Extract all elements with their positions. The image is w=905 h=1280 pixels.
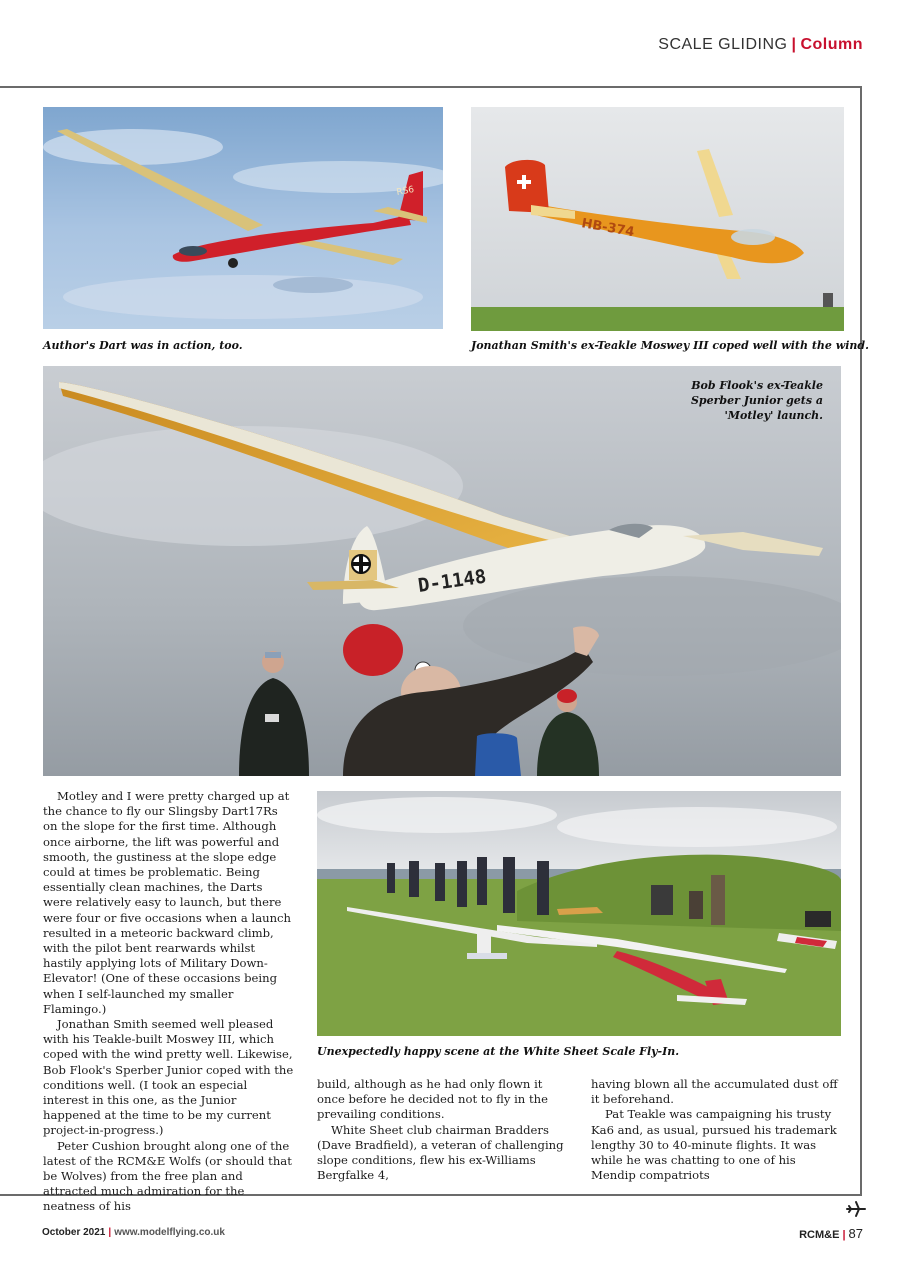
footer-divider: | bbox=[108, 1227, 112, 1238]
airplane-icon bbox=[846, 1200, 866, 1218]
article-column-2 bbox=[317, 1077, 573, 1183]
article-paragraph: White Sheet club chairman Bradders (Dave Bradfield), a veteran of challenging slope conditions, flew his ex-Williams Bergfalke 4, bbox=[317, 1122, 564, 1183]
sperber-registration: D-1148 bbox=[416, 565, 488, 597]
footer-left bbox=[42, 1227, 225, 1238]
article-paragraph: Pat Teakle was campaigning his trusty Ka6 and, as usual, pursued his trademark lengthy 30 to 40-minute flights. It was while he was chatting to one of his Mendip compatriots bbox=[591, 1107, 837, 1183]
article-paragraph: Peter Cushion brought along one of the latest of the RCM&E Wolfs (or should that be Wolves) from the free plan and attracted much admiration for the neatness of his bbox=[43, 1138, 292, 1214]
caption-mosvey: Jonathan Smith's ex-Teakle Moswey III coped well with the wind. bbox=[471, 339, 869, 352]
photo-sperber-launch bbox=[43, 366, 841, 776]
photo-flyin-scene bbox=[317, 791, 841, 1036]
frame-rule-top bbox=[0, 86, 862, 88]
section-column-label: Column bbox=[800, 36, 863, 53]
article-paragraph: having blown all the accumulated dust off it beforehand. bbox=[591, 1077, 838, 1107]
caption-sperber: Bob Flook's ex-Teakle Sperber Junior gets a 'Motley' launch. bbox=[690, 379, 823, 422]
article-column-3 bbox=[591, 1077, 843, 1183]
section-header bbox=[658, 36, 863, 54]
article-paragraph: build, although as he had only flown it once before he decided not to fly in the prevailing conditions. bbox=[317, 1077, 548, 1122]
magazine-name: RCM&E bbox=[799, 1229, 840, 1241]
caption-flyin: Unexpectedly happy scene at the White Sheet Scale Fly-In. bbox=[317, 1045, 680, 1058]
article-paragraph: Jonathan Smith seemed well pleased with his Teakle-built Moswey III, which coped with the wind pretty well. Likewise, Bob Flook's Sperber Junior coped with the conditions well. (I took an especial interest in this one, as the Junior happened at the time to be my current project-in-progress.) bbox=[43, 1017, 294, 1138]
page-number: 87 bbox=[848, 1226, 863, 1241]
mosvey-registration: HB-374 bbox=[580, 216, 636, 241]
frame-rule-right bbox=[860, 86, 862, 1196]
dart-registration: RS6 bbox=[395, 185, 415, 198]
article-column-1 bbox=[43, 789, 295, 1215]
footer-right bbox=[799, 1226, 863, 1241]
footer-divider: | bbox=[842, 1229, 846, 1241]
article-paragraph: Motley and I were pretty charged up at the chance to fly our Slingsby Dart17Rs on the slope for the first time. Although once airborne, the lift was powerful and smooth, the gustiness at the slope edge could at times be problematic. Being essentially clean machines, the Darts were relatively easy to launch, but there were four or five occasions when a launch resulted in a meteoric backward climb, with the pilot bent rearwards whilst hastily applying lots of Military Down-Elevator! (One of these occasions being when I self-launched my smaller Flamingo.) bbox=[43, 789, 292, 1016]
section-title: SCALE GLIDING bbox=[658, 36, 788, 53]
caption-dart: Author's Dart was in action, too. bbox=[43, 339, 243, 352]
photo-moswey-glider bbox=[471, 107, 844, 331]
header-divider: | bbox=[791, 36, 797, 53]
website-link[interactable]: www.modelflying.co.uk bbox=[114, 1227, 225, 1238]
issue-date: October 2021 bbox=[42, 1227, 106, 1238]
photo-dart-glider bbox=[43, 107, 443, 329]
